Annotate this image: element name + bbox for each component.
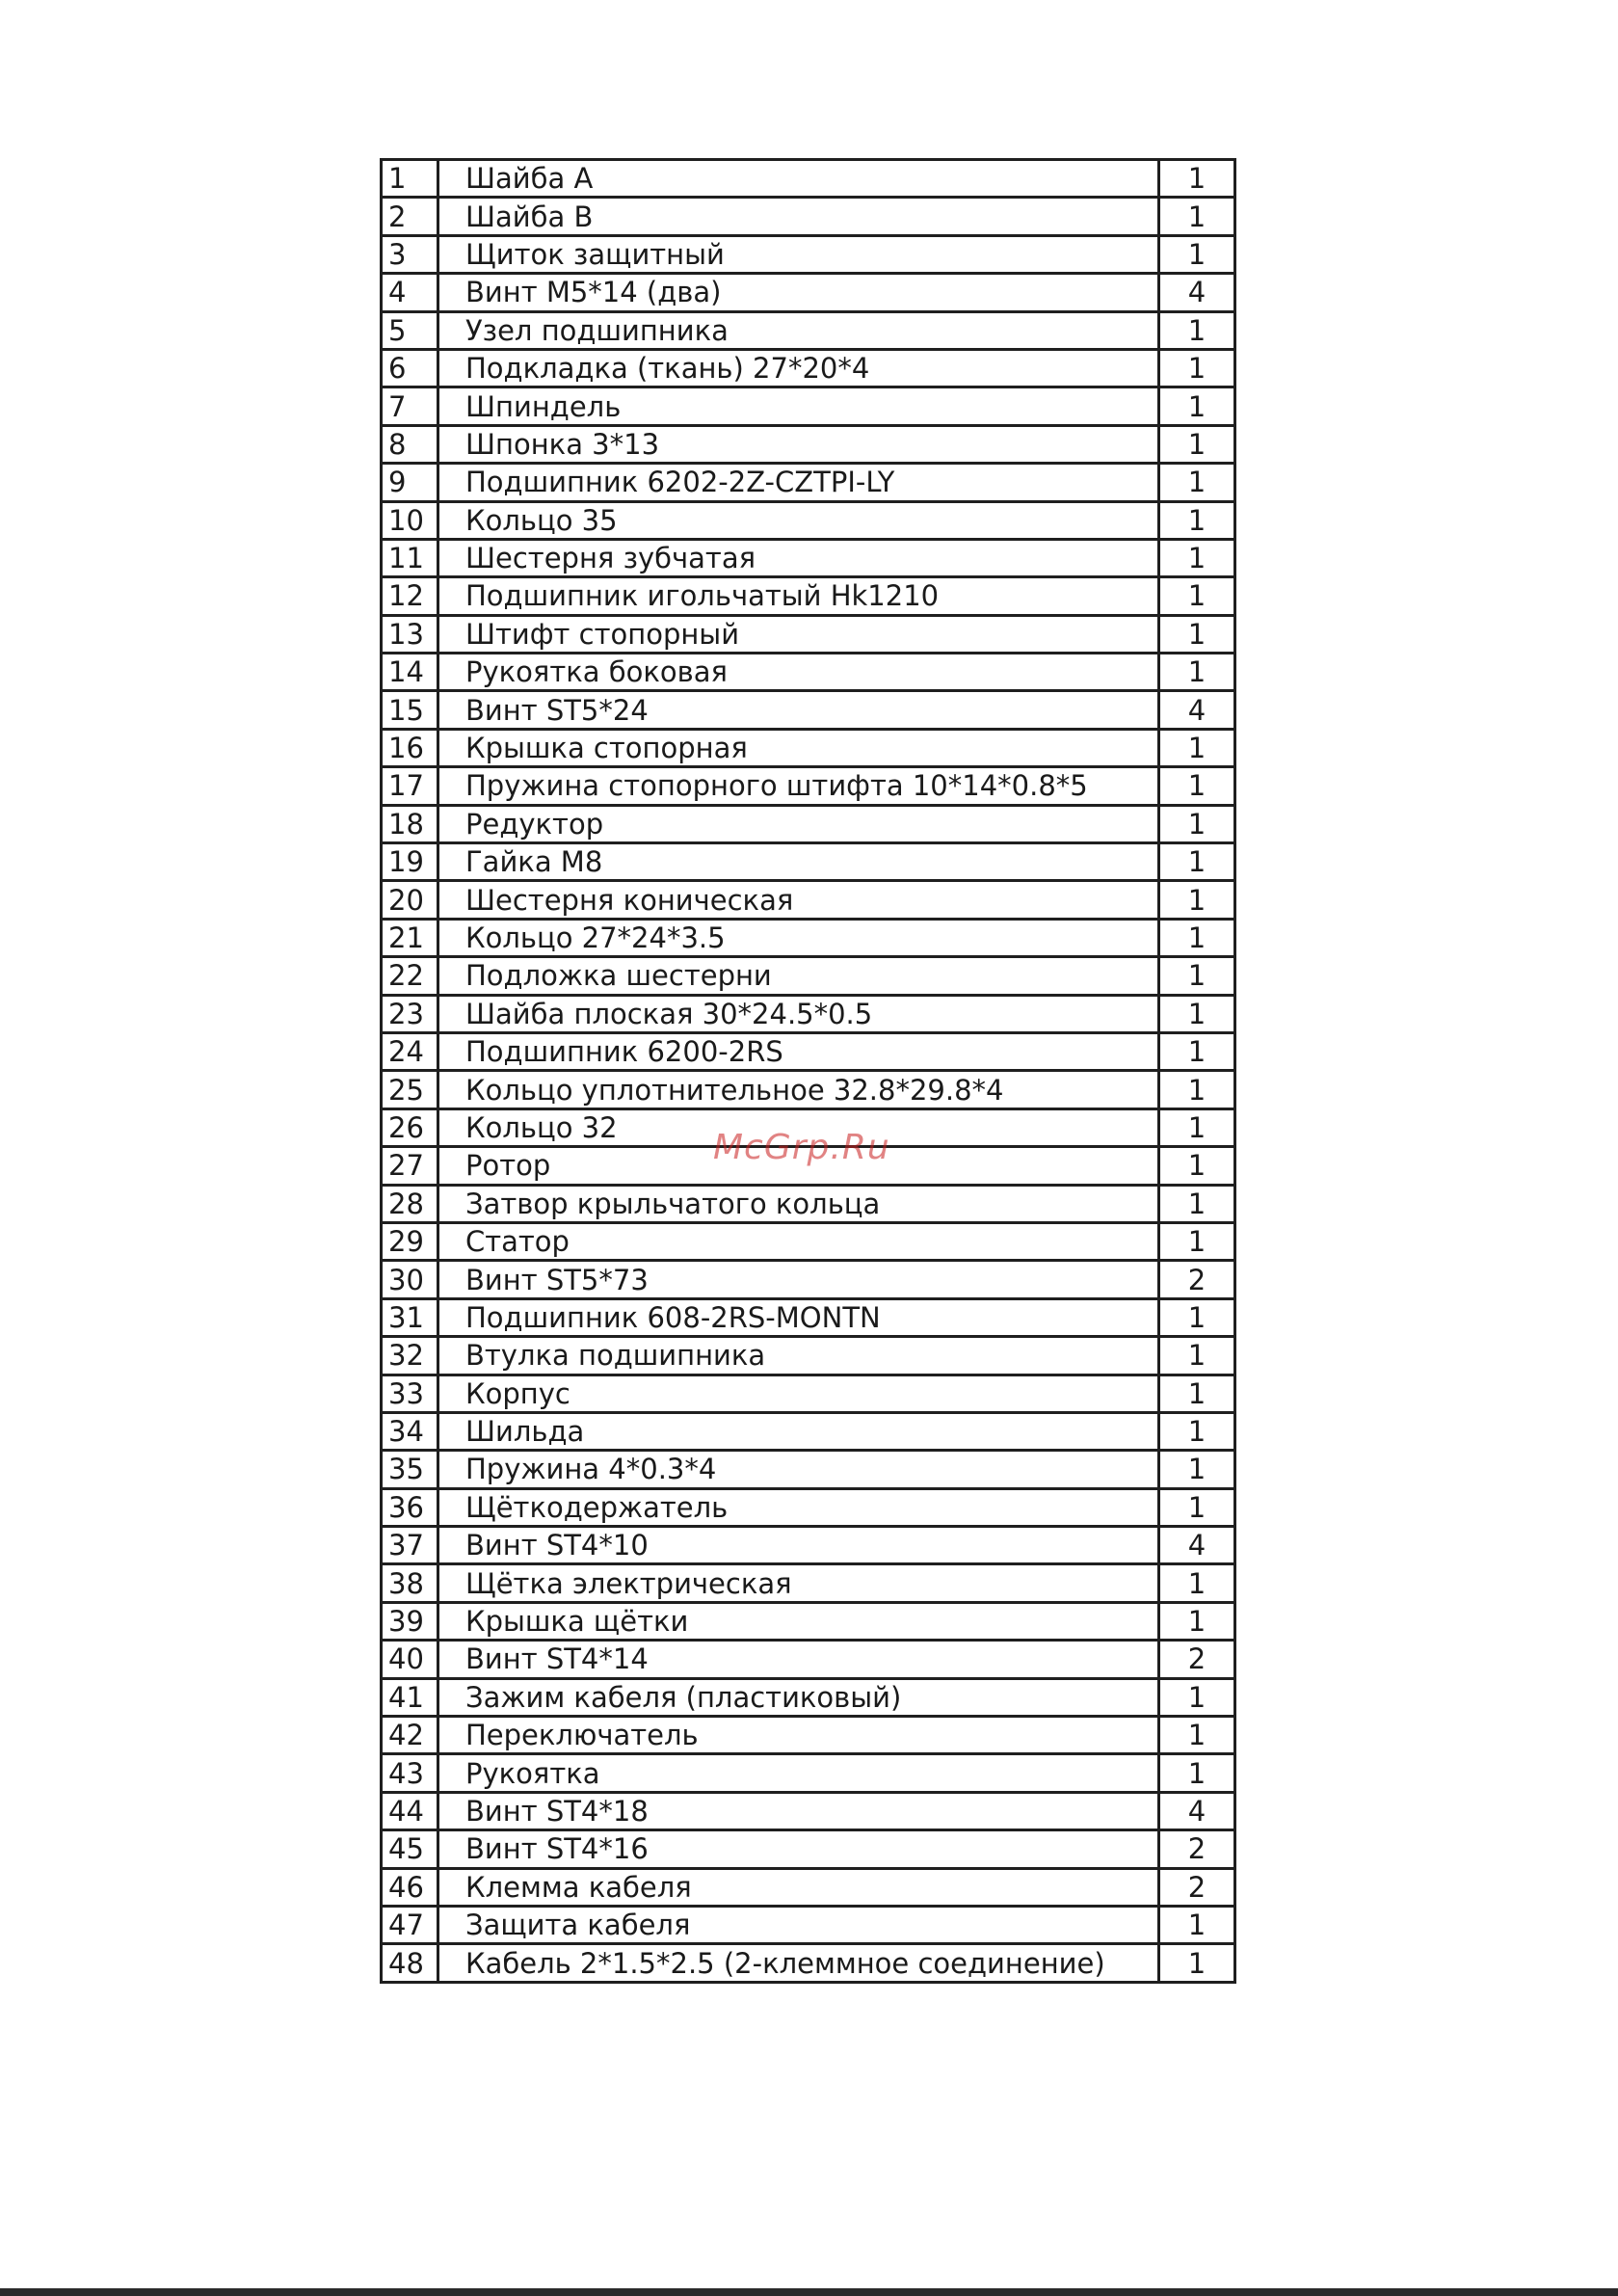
- part-number-cell: 42: [382, 1717, 438, 1754]
- part-name-cell: Крышка стопорная: [438, 729, 1159, 766]
- part-quantity-cell: 1: [1159, 1222, 1235, 1260]
- table-row: [382, 1830, 1235, 1868]
- part-number-cell: 22: [382, 957, 438, 995]
- part-quantity-cell: 1: [1159, 1071, 1235, 1108]
- part-number-cell: 24: [382, 1032, 438, 1070]
- part-name-cell: Ротор: [438, 1147, 1159, 1185]
- table-row: [382, 235, 1235, 273]
- part-quantity-cell: 1: [1159, 577, 1235, 615]
- part-number-cell: 38: [382, 1564, 438, 1602]
- table-row: [382, 1488, 1235, 1526]
- part-number-cell: 39: [382, 1602, 438, 1640]
- table-row: [382, 577, 1235, 615]
- part-name-cell: Подложка шестерни: [438, 957, 1159, 995]
- part-quantity-cell: 1: [1159, 1032, 1235, 1070]
- table-row: [382, 615, 1235, 653]
- part-quantity-cell: 4: [1159, 1792, 1235, 1829]
- part-quantity-cell: 1: [1159, 425, 1235, 463]
- part-number-cell: 5: [382, 311, 438, 349]
- part-number-cell: 16: [382, 729, 438, 766]
- part-quantity-cell: 1: [1159, 1717, 1235, 1754]
- table-row: [382, 1906, 1235, 1943]
- part-quantity-cell: 1: [1159, 1602, 1235, 1640]
- part-name-cell: Подшипник 6200-2RS: [438, 1032, 1159, 1070]
- table-row: [382, 1527, 1235, 1564]
- part-name-cell: Шестерня зубчатая: [438, 539, 1159, 576]
- table-row: [382, 1564, 1235, 1602]
- part-quantity-cell: 1: [1159, 881, 1235, 919]
- table-row: [382, 1375, 1235, 1412]
- table-row: [382, 539, 1235, 576]
- part-name-cell: Винт М5*14 (два): [438, 274, 1159, 311]
- part-number-cell: 18: [382, 805, 438, 842]
- table-row: [382, 425, 1235, 463]
- table-row: [382, 387, 1235, 425]
- part-number-cell: 28: [382, 1185, 438, 1222]
- part-number-cell: 35: [382, 1451, 438, 1488]
- part-number-cell: 6: [382, 349, 438, 387]
- part-quantity-cell: 1: [1159, 1412, 1235, 1450]
- part-name-cell: Зажим кабеля (пластиковый): [438, 1678, 1159, 1716]
- part-name-cell: Кабель 2*1.5*2.5 (2-клеммное соединение): [438, 1944, 1159, 1982]
- part-number-cell: 30: [382, 1261, 438, 1298]
- table-row: [382, 729, 1235, 766]
- part-quantity-cell: 2: [1159, 1830, 1235, 1868]
- table-row: [382, 1678, 1235, 1716]
- part-name-cell: Статор: [438, 1222, 1159, 1260]
- part-number-cell: 15: [382, 691, 438, 729]
- part-number-cell: 46: [382, 1868, 438, 1906]
- part-name-cell: Пружина 4*0.3*4: [438, 1451, 1159, 1488]
- part-number-cell: 40: [382, 1641, 438, 1678]
- part-number-cell: 20: [382, 881, 438, 919]
- part-name-cell: Щёткодержатель: [438, 1488, 1159, 1526]
- part-number-cell: 9: [382, 464, 438, 501]
- part-number-cell: 41: [382, 1678, 438, 1716]
- part-quantity-cell: 1: [1159, 501, 1235, 539]
- part-number-cell: 4: [382, 274, 438, 311]
- part-number-cell: 44: [382, 1792, 438, 1829]
- part-quantity-cell: 1: [1159, 539, 1235, 576]
- table-row: [382, 160, 1235, 198]
- part-quantity-cell: 1: [1159, 1754, 1235, 1792]
- part-quantity-cell: 1: [1159, 729, 1235, 766]
- part-quantity-cell: 1: [1159, 919, 1235, 956]
- table-row: [382, 1412, 1235, 1450]
- part-quantity-cell: 1: [1159, 843, 1235, 881]
- part-quantity-cell: 1: [1159, 160, 1235, 198]
- part-number-cell: 10: [382, 501, 438, 539]
- table-row: [382, 1868, 1235, 1906]
- part-name-cell: Втулка подшипника: [438, 1337, 1159, 1375]
- part-number-cell: 36: [382, 1488, 438, 1526]
- table-row: [382, 1602, 1235, 1640]
- part-number-cell: 12: [382, 577, 438, 615]
- table-row: [382, 843, 1235, 881]
- parts-table: [380, 158, 1236, 1984]
- part-number-cell: 2: [382, 198, 438, 235]
- part-name-cell: Шайба А: [438, 160, 1159, 198]
- part-quantity-cell: 1: [1159, 464, 1235, 501]
- part-name-cell: Редуктор: [438, 805, 1159, 842]
- part-number-cell: 13: [382, 615, 438, 653]
- part-number-cell: 17: [382, 767, 438, 805]
- part-name-cell: Корпус: [438, 1375, 1159, 1412]
- part-quantity-cell: 2: [1159, 1261, 1235, 1298]
- part-name-cell: Шайба В: [438, 198, 1159, 235]
- part-name-cell: Шильда: [438, 1412, 1159, 1450]
- table-row: [382, 1261, 1235, 1298]
- part-name-cell: Крышка щётки: [438, 1602, 1159, 1640]
- part-quantity-cell: 1: [1159, 805, 1235, 842]
- part-quantity-cell: 1: [1159, 387, 1235, 425]
- table-row: [382, 654, 1235, 691]
- part-number-cell: 34: [382, 1412, 438, 1450]
- table-row: [382, 805, 1235, 842]
- table-row: [382, 311, 1235, 349]
- table-row: [382, 1451, 1235, 1488]
- part-name-cell: Затвор крыльчатого кольца: [438, 1185, 1159, 1222]
- part-name-cell: Подшипник игольчатый Hk1210: [438, 577, 1159, 615]
- part-name-cell: Шестерня коническая: [438, 881, 1159, 919]
- part-number-cell: 23: [382, 995, 438, 1032]
- part-name-cell: Гайка М8: [438, 843, 1159, 881]
- part-quantity-cell: 1: [1159, 1678, 1235, 1716]
- part-quantity-cell: 1: [1159, 1375, 1235, 1412]
- part-number-cell: 8: [382, 425, 438, 463]
- part-name-cell: Переключатель: [438, 1717, 1159, 1754]
- part-number-cell: 31: [382, 1298, 438, 1336]
- table-row: [382, 1754, 1235, 1792]
- part-number-cell: 3: [382, 235, 438, 273]
- part-quantity-cell: 1: [1159, 1147, 1235, 1185]
- table-row: [382, 1641, 1235, 1678]
- part-name-cell: Щётка электрическая: [438, 1564, 1159, 1602]
- part-name-cell: Пружина стопорного штифта 10*14*0.8*5: [438, 767, 1159, 805]
- part-quantity-cell: 2: [1159, 1868, 1235, 1906]
- part-quantity-cell: 1: [1159, 311, 1235, 349]
- part-number-cell: 47: [382, 1906, 438, 1943]
- part-name-cell: Винт ST5*24: [438, 691, 1159, 729]
- part-name-cell: Шпиндель: [438, 387, 1159, 425]
- part-name-cell: Винт ST4*18: [438, 1792, 1159, 1829]
- table-row: [382, 349, 1235, 387]
- table-row: [382, 957, 1235, 995]
- table-row: [382, 881, 1235, 919]
- table-row: [382, 1298, 1235, 1336]
- part-name-cell: Подкладка (ткань) 27*20*4: [438, 349, 1159, 387]
- part-name-cell: Кольцо 27*24*3.5: [438, 919, 1159, 956]
- table-row: [382, 1717, 1235, 1754]
- part-name-cell: Подшипник 608-2RS-MONTN: [438, 1298, 1159, 1336]
- table-row: [382, 1944, 1235, 1982]
- part-quantity-cell: 1: [1159, 1488, 1235, 1526]
- table-row: [382, 1185, 1235, 1222]
- part-name-cell: Рукоятка боковая: [438, 654, 1159, 691]
- part-name-cell: Узел подшипника: [438, 311, 1159, 349]
- part-quantity-cell: 1: [1159, 349, 1235, 387]
- part-quantity-cell: 2: [1159, 1641, 1235, 1678]
- part-quantity-cell: 4: [1159, 691, 1235, 729]
- part-number-cell: 19: [382, 843, 438, 881]
- bottom-edge-bar: [0, 2288, 1618, 2296]
- table-row: [382, 1032, 1235, 1070]
- table-row: [382, 767, 1235, 805]
- part-name-cell: Клемма кабеля: [438, 1868, 1159, 1906]
- part-name-cell: Винт ST5*73: [438, 1261, 1159, 1298]
- part-name-cell: Защита кабеля: [438, 1906, 1159, 1943]
- part-number-cell: 14: [382, 654, 438, 691]
- table-row: [382, 274, 1235, 311]
- table-row: [382, 1792, 1235, 1829]
- part-quantity-cell: 1: [1159, 1298, 1235, 1336]
- table-row: [382, 198, 1235, 235]
- part-number-cell: 11: [382, 539, 438, 576]
- part-quantity-cell: 1: [1159, 1108, 1235, 1146]
- part-quantity-cell: 4: [1159, 274, 1235, 311]
- part-number-cell: 25: [382, 1071, 438, 1108]
- part-number-cell: 45: [382, 1830, 438, 1868]
- part-quantity-cell: 1: [1159, 957, 1235, 995]
- part-name-cell: Кольцо уплотнительное 32.8*29.8*4: [438, 1071, 1159, 1108]
- watermark: McGrp.Ru: [713, 1128, 890, 1167]
- part-number-cell: 21: [382, 919, 438, 956]
- part-number-cell: 37: [382, 1527, 438, 1564]
- part-quantity-cell: 1: [1159, 995, 1235, 1032]
- part-name-cell: Винт ST4*16: [438, 1830, 1159, 1868]
- table-row: [382, 691, 1235, 729]
- table-row: [382, 1071, 1235, 1108]
- table-row: [382, 501, 1235, 539]
- part-name-cell: Кольцо 35: [438, 501, 1159, 539]
- part-name-cell: Щиток защитный: [438, 235, 1159, 273]
- part-quantity-cell: 1: [1159, 654, 1235, 691]
- part-quantity-cell: 1: [1159, 767, 1235, 805]
- part-quantity-cell: 1: [1159, 1944, 1235, 1982]
- part-number-cell: 7: [382, 387, 438, 425]
- part-quantity-cell: 1: [1159, 1337, 1235, 1375]
- part-number-cell: 29: [382, 1222, 438, 1260]
- part-name-cell: Подшипник 6202-2Z-CZTPI-LY: [438, 464, 1159, 501]
- part-name-cell: Кольцо 32: [438, 1108, 1159, 1146]
- part-name-cell: Шпонка 3*13: [438, 425, 1159, 463]
- table-row: [382, 919, 1235, 956]
- part-number-cell: 48: [382, 1944, 438, 1982]
- part-name-cell: Шайба плоская 30*24.5*0.5: [438, 995, 1159, 1032]
- part-name-cell: Винт ST4*14: [438, 1641, 1159, 1678]
- part-quantity-cell: 1: [1159, 1564, 1235, 1602]
- part-name-cell: Рукоятка: [438, 1754, 1159, 1792]
- part-name-cell: Штифт стопорный: [438, 615, 1159, 653]
- part-number-cell: 27: [382, 1147, 438, 1185]
- table-row: [382, 1222, 1235, 1260]
- part-number-cell: 33: [382, 1375, 438, 1412]
- part-number-cell: 43: [382, 1754, 438, 1792]
- table-row: [382, 1337, 1235, 1375]
- table-row: [382, 464, 1235, 501]
- parts-table-body: [382, 160, 1235, 1983]
- part-quantity-cell: 1: [1159, 1906, 1235, 1943]
- part-name-cell: Винт ST4*10: [438, 1527, 1159, 1564]
- table-row: [382, 995, 1235, 1032]
- part-quantity-cell: 1: [1159, 1451, 1235, 1488]
- part-quantity-cell: 1: [1159, 1185, 1235, 1222]
- part-quantity-cell: 1: [1159, 198, 1235, 235]
- part-quantity-cell: 1: [1159, 235, 1235, 273]
- part-quantity-cell: 1: [1159, 615, 1235, 653]
- part-number-cell: 1: [382, 160, 438, 198]
- part-quantity-cell: 4: [1159, 1527, 1235, 1564]
- part-number-cell: 32: [382, 1337, 438, 1375]
- part-number-cell: 26: [382, 1108, 438, 1146]
